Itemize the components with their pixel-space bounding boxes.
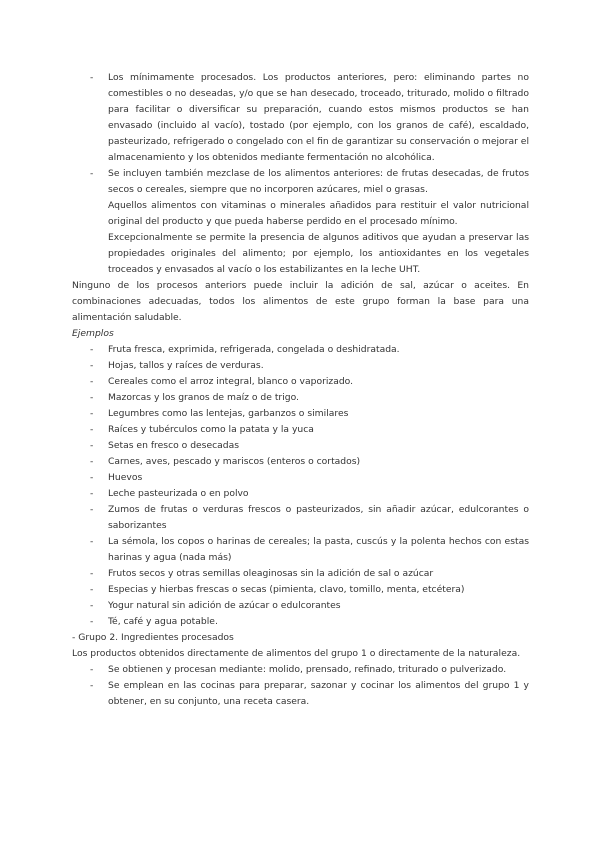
list-item [72, 662, 529, 678]
list-item-subparagraph: Aquellos alimentos con vitaminas o minerales añadidos para restituir el valor nutricional original del producto y que pueda haberse perdido en el procesado mínimo. [108, 200, 529, 227]
list-item [72, 406, 529, 422]
list-item [72, 614, 529, 630]
group2-heading: - Grupo 2. Ingredientes procesados [72, 632, 234, 643]
list-item-text: Se emplean en las cocinas para preparar, sazonar y cocinar los alimentos del grupo 1 y obtener, en su conjunto, una receta casera. [108, 680, 529, 707]
bullet-dash: - [90, 664, 94, 675]
list-item-text: Se incluyen también mezclase de los alimentos anteriores: de frutas desecadas, de frutos secos o cereales, siempre que no incorporen azúcares, miel o grasas. [108, 168, 529, 195]
list-item-text: Especias y hierbas frescas o secas (pimienta, clavo, tomillo, menta, etcétera) [108, 584, 465, 595]
bullet-dash: - [90, 456, 94, 467]
bullet-dash: - [90, 392, 94, 403]
list-item [72, 358, 529, 374]
list-item-subparagraph: Excepcionalmente se permite la presencia de algunos aditivos que ayudan a preservar las propiedades originales del alimento; por ejemplo, los antioxidantes en los vegetales troceados y envasados al vacío o los estabilizantes en la leche UHT. [108, 232, 529, 275]
document-page [72, 70, 529, 710]
list-item-text: Leche pasteurizada o en polvo [108, 488, 249, 499]
bullet-dash: - [90, 536, 94, 547]
list-item-text: Raíces y tubérculos como la patata y la yuca [108, 424, 314, 435]
list-item-text: Huevos [108, 472, 143, 483]
list-item-text: Carnes, aves, pescado y mariscos (enteros o cortados) [108, 456, 361, 467]
bullet-dash: - [90, 568, 94, 579]
bullet-dash: - [90, 472, 94, 483]
list-item-text: Hojas, tallos y raíces de verduras. [108, 360, 264, 371]
list-item-text: Legumbres como las lentejas, garbanzos o similares [108, 408, 349, 419]
list-item-text: Se obtienen y procesan mediante: molido, prensado, refinado, triturado o pulverizado. [108, 664, 507, 675]
list-item-text: Setas en fresco o desecadas [108, 440, 240, 451]
bullet-dash: - [90, 424, 94, 435]
bullet-dash: - [90, 504, 94, 515]
bullet-dash: - [90, 584, 94, 595]
list-item-text: Té, café y agua potable. [108, 616, 218, 627]
list-item [72, 598, 529, 614]
paragraph-no-salt: Ninguno de los procesos anteriors puede incluir la adición de sal, azúcar o aceites. En combinaciones adecuadas, todos los alimentos de este grupo forman la base para una alimentación saludable. [72, 280, 529, 323]
list-item [72, 502, 529, 534]
group2-intro: Los productos obtenidos directamente de alimentos del grupo 1 o directamente de la naturaleza. [72, 648, 521, 659]
bullet-dash: - [90, 344, 94, 355]
list-item [72, 678, 529, 710]
bullet-dash: - [90, 600, 94, 611]
list-item-text: Los mínimamente procesados. Los productos anteriores, pero: eliminando partes no comestibles o no deseadas, y/o que se han desecado, troceado, triturado, molido o filtrado para facilitar o diversificar su preparación, cuando estos mismos productos se han envasado (incluido al vacío), tostado (por ejemplo, con los granos de café), escaldado, pasteurizado, refrigerado o congelado con el fin de garantizar su conservación o mejorar el almacenamiento y los obtenidos mediante fermentación no alcohólica. [108, 72, 529, 163]
list-item [72, 374, 529, 390]
bullet-dash: - [90, 360, 94, 371]
list-item [72, 166, 529, 278]
bullet-dash: - [90, 488, 94, 499]
list-item-text: Fruta fresca, exprimida, refrigerada, congelada o deshidratada. [108, 344, 400, 355]
group2-list [72, 662, 529, 710]
bullet-dash: - [90, 440, 94, 451]
list-item-text: Cereales como el arroz integral, blanco o vaporizado. [108, 376, 354, 387]
list-item-text: Frutos secos y otras semillas oleaginosas sin la adición de sal o azúcar [108, 568, 434, 579]
list-item [72, 566, 529, 582]
bullet-dash: - [90, 168, 94, 179]
bullet-dash: - [90, 680, 94, 691]
list-item [72, 342, 529, 358]
list-item [72, 422, 529, 438]
list-item [72, 454, 529, 470]
list-item [72, 70, 529, 166]
bullet-dash: - [90, 616, 94, 627]
bullet-dash: - [90, 376, 94, 387]
list-item [72, 470, 529, 486]
list-item [72, 486, 529, 502]
examples-list [72, 342, 529, 630]
list-item [72, 438, 529, 454]
list-item-text: Zumos de frutas o verduras frescos o pasteurizados, sin añadir azúcar, edulcorantes o saborizantes [108, 504, 529, 531]
list-item-text: Mazorcas y los granos de maíz o de trigo. [108, 392, 299, 403]
processed-list [72, 70, 529, 278]
examples-heading: Ejemplos [72, 328, 114, 339]
bullet-dash: - [90, 72, 94, 83]
list-item [72, 390, 529, 406]
list-item-text: La sémola, los copos o harinas de cereales; la pasta, cuscús y la polenta hechos con estas harinas y agua (nada más) [108, 536, 529, 563]
list-item [72, 534, 529, 566]
bullet-dash: - [90, 408, 94, 419]
list-item [72, 582, 529, 598]
list-item-text: Yogur natural sin adición de azúcar o edulcorantes [108, 600, 341, 611]
